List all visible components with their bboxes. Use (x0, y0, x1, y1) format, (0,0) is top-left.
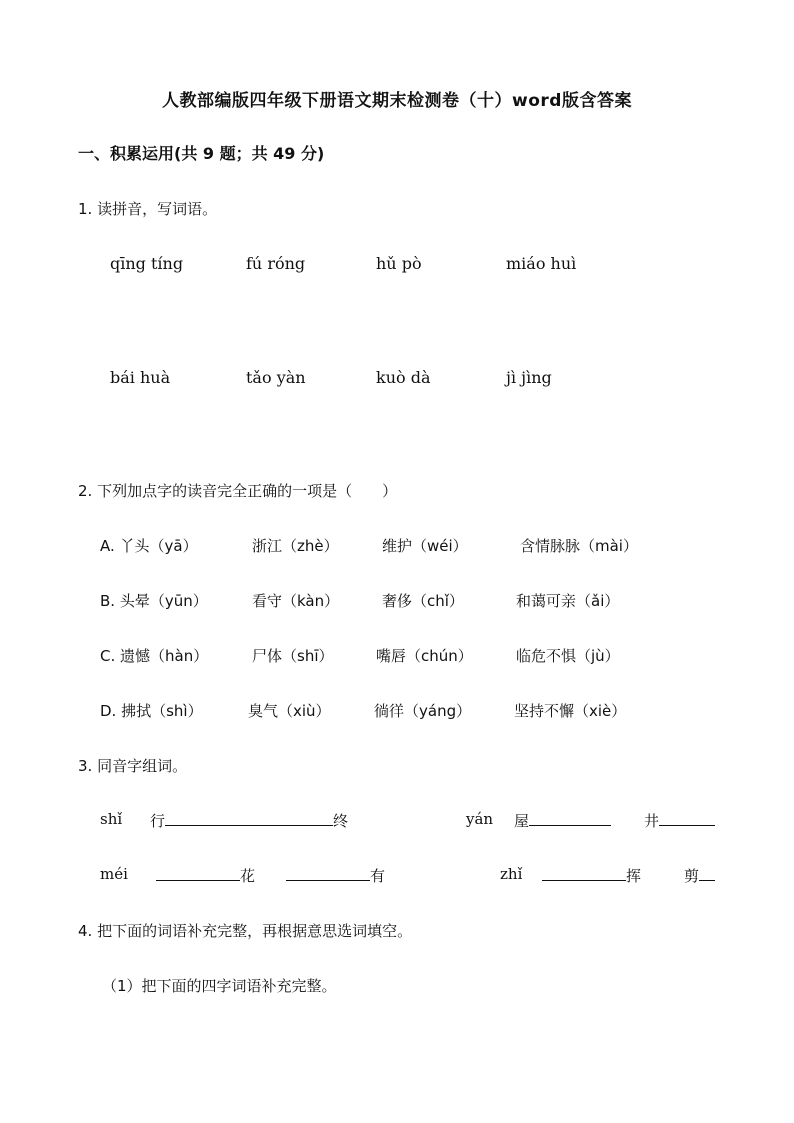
pinyin-mei: méi (100, 865, 128, 883)
fill-mei-b (286, 865, 385, 886)
answer-blank[interactable] (542, 865, 626, 881)
question-3-stem: 3. 同音字组词。 (78, 757, 188, 775)
pinyin-item: jì jìng (506, 368, 552, 387)
pinyin-item: hǔ pò (376, 254, 422, 273)
char: 行 (150, 812, 166, 830)
pinyin-item: miáo huì (506, 254, 577, 273)
answer-blank[interactable] (659, 810, 715, 826)
fill-yan-b (644, 810, 715, 831)
answer-blank[interactable] (165, 810, 333, 826)
fill-shi-a (150, 810, 348, 831)
char: 终 (333, 812, 349, 830)
pinyin-item: qīng tíng (110, 254, 184, 273)
option-b-word: 奢侈（chǐ） (382, 592, 464, 610)
pinyin-yan: yán (466, 810, 494, 828)
question-4-stem: 4. 把下面的词语补充完整，再根据意思选词填空。 (78, 922, 413, 940)
question-2-stem: 2. 下列加点字的读音完全正确的一项是（ ） (78, 482, 398, 500)
fill-zhi-b (684, 865, 715, 886)
option-c-word: 临危不惧（jù） (516, 647, 620, 665)
char: 屋 (514, 812, 530, 830)
option-a-word: A. 丫头（yā） (100, 537, 198, 555)
answer-blank[interactable] (156, 865, 240, 881)
pinyin-item: fú róng (246, 254, 306, 273)
option-c-word: 尸体（shī） (252, 647, 334, 665)
pinyin-zhi: zhǐ (500, 865, 523, 883)
option-b-word: 看守（kàn） (252, 592, 340, 610)
option-a-word: 含情脉脉（mài） (520, 537, 638, 555)
question-1-stem: 1. 读拼音，写词语。 (78, 200, 218, 218)
char: 花 (240, 867, 256, 885)
option-d-word: 徜徉（yáng） (374, 702, 472, 720)
pinyin-shi: shǐ (100, 810, 123, 828)
option-a-word: 维护（wéi） (382, 537, 468, 555)
option-b-word: 和蔼可亲（ǎi） (516, 592, 620, 610)
option-d-word: D. 拂拭（shì） (100, 702, 203, 720)
char: 有 (370, 867, 386, 885)
option-c-word: 嘴唇（chún） (376, 647, 473, 665)
answer-blank[interactable] (286, 865, 370, 881)
option-c-word: C. 遗憾（hàn） (100, 647, 209, 665)
fill-zhi-a (542, 865, 641, 886)
document-title: 人教部编版四年级下册语文期末检测卷（十）word版含答案 (162, 91, 632, 111)
fill-yan-a (514, 810, 611, 831)
fill-mei-a (156, 865, 255, 886)
option-d-word: 臭气（xiù） (248, 702, 331, 720)
pinyin-item: bái huà (110, 368, 171, 387)
pinyin-item: tǎo yàn (246, 368, 306, 387)
question-4-subpart-1: （1）把下面的四字词语补充完整。 (102, 977, 337, 995)
pinyin-item: kuò dà (376, 368, 431, 387)
char: 井 (644, 812, 660, 830)
section-heading: 一、积累运用(共 9 题；共 49 分) (78, 144, 325, 163)
option-b-word: B. 头晕（yūn） (100, 592, 208, 610)
answer-blank[interactable] (529, 810, 611, 826)
option-d-word: 坚持不懈（xiè） (514, 702, 627, 720)
char: 挥 (626, 867, 642, 885)
option-a-word: 浙江（zhè） (252, 537, 339, 555)
char: 剪 (684, 867, 700, 885)
answer-blank[interactable] (699, 865, 715, 881)
